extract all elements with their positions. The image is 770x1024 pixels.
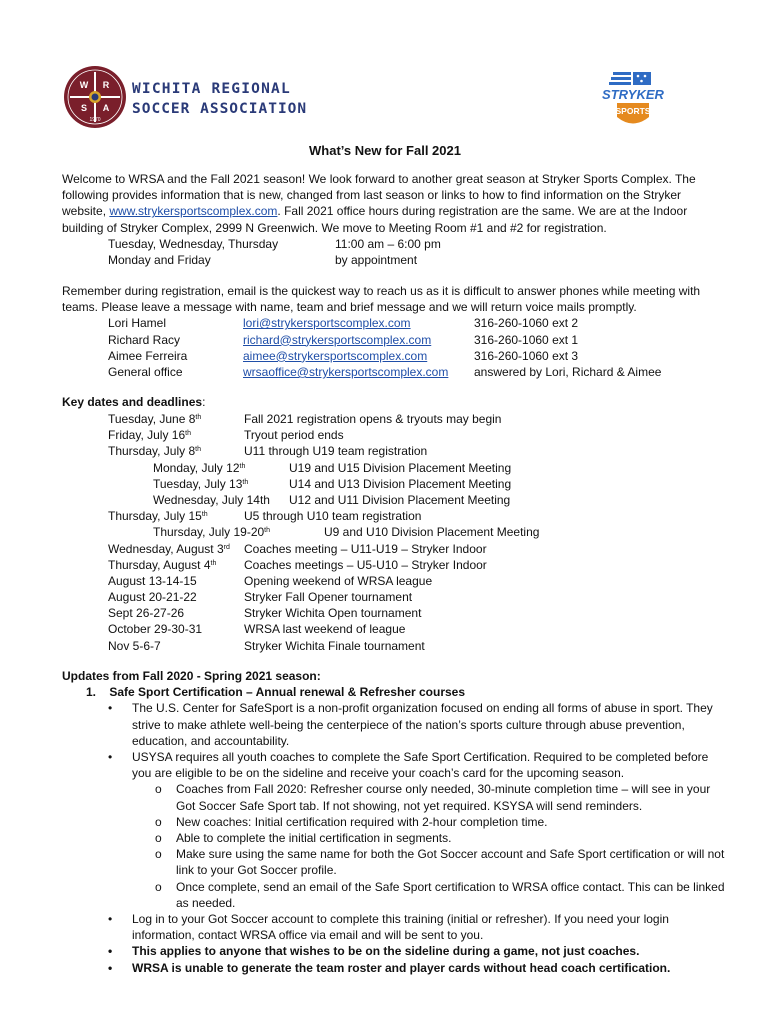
key-date-date <box>153 476 248 492</box>
sub-bullet-icon: o <box>155 879 162 894</box>
key-date-row <box>62 476 742 492</box>
key-date-event: U11 through U19 team registration <box>244 444 428 459</box>
key-dates-list <box>62 411 742 654</box>
office-hours-row <box>62 236 722 252</box>
bullet-icon: • <box>108 750 113 765</box>
key-date-event: Stryker Wichita Open tournament <box>244 606 422 621</box>
sub-bullet-item <box>62 830 727 846</box>
contact-row <box>62 332 722 348</box>
bullet-text: The U.S. Center for SafeSport is a non-profit organization focused on ending all forms of abuse in sport. They strive to make athlete well-being the centerpiece of the nation’s sports culture through abuse prevention, education, and accountability. <box>132 701 713 748</box>
contact-phone: 316-260-1060 ext 3 <box>474 348 579 363</box>
key-date-row <box>62 411 742 427</box>
emblem-letter-r: R <box>102 80 110 90</box>
key-date-date <box>108 621 202 637</box>
key-date-row <box>62 492 742 508</box>
office-hours-days: Monday and Friday <box>108 253 211 267</box>
key-date-event: Coaches meeting – U11-U19 – Stryker Indoor <box>244 541 487 556</box>
key-date-event: U9 and U10 Division Placement Meeting <box>324 525 540 540</box>
key-date-date <box>108 508 208 524</box>
sub-bullet-text: Coaches from Fall 2020: Refresher course only needed, 30-minute completion time – will see in your Got Soccer Safe Sport tab. If not showing, not yet required. KSYSA will send reminders. <box>176 782 711 813</box>
sub-bullet-text: New coaches: Initial certification required with 2-hour completion time. <box>176 814 548 829</box>
sub-bullet-item <box>62 879 727 911</box>
key-date-date-text: Thursday, July 19-20 <box>153 525 265 540</box>
stryker-logo <box>595 70 671 132</box>
key-date-date <box>108 605 184 621</box>
contact-email-link[interactable]: lori@strykersportscomplex.com <box>243 316 411 331</box>
key-date-date <box>153 460 245 476</box>
contact-name: Aimee Ferreira <box>108 348 188 363</box>
key-date-event: Opening weekend of WRSA league <box>244 573 433 588</box>
contacts-paragraph: Remember during registration, email is the quickest way to reach us as it is difficult to answer phones while meeting with teams. Please leave a message with name, team and brief message and we will return voice mails promptly. <box>62 284 701 315</box>
key-date-event: U12 and U11 Division Placement Meeting <box>289 492 511 507</box>
bullet-icon: • <box>108 912 113 927</box>
stryker-logo-line1: STRYKER <box>602 87 664 102</box>
updates-section <box>62 668 727 976</box>
key-date-date-text: Tuesday, July 13 <box>153 476 243 491</box>
key-date-suffix: th <box>195 414 202 421</box>
key-date-date <box>153 524 270 540</box>
contact-phone: answered by Lori, Richard & Aimee <box>474 364 662 379</box>
sub-bullet-icon: o <box>155 814 162 829</box>
key-date-event: U5 through U10 team registration <box>244 509 422 524</box>
bullet-text: This applies to anyone that wishes to be on the sideline during a game, not just coaches. <box>132 944 640 959</box>
key-date-date-text: Sept 26-27-26 <box>108 606 185 621</box>
key-date-suffix: th <box>195 446 201 454</box>
key-date-suffix: th <box>242 478 249 486</box>
key-date-row <box>62 573 742 589</box>
contact-email-link[interactable]: wrsaoffice@strykersportscomplex.com <box>243 364 449 379</box>
key-date-date-text: Nov 5-6-7 <box>108 638 161 653</box>
key-date-date-text: Tuesday, June 8 <box>108 412 196 426</box>
key-dates-heading-colon: : <box>202 395 206 409</box>
emblem-letter-a: A <box>102 103 110 113</box>
key-date-date-text: Monday, July 12 <box>153 460 240 475</box>
sub-bullet-text: Make sure using the same name for both the Got Soccer account and Safe Sport certification or will not link to your Got Soccer profile. <box>176 847 725 878</box>
item-title: Safe Sport Certification – Annual renewal & Refresher courses <box>109 685 466 700</box>
bullet-item <box>62 700 727 749</box>
contact-row <box>62 364 722 380</box>
intro-section <box>62 171 722 268</box>
sub-bullet-icon: o <box>155 847 162 862</box>
key-date-row <box>62 541 742 557</box>
key-date-date <box>108 557 216 573</box>
contacts-list <box>62 315 722 380</box>
bullet-icon: • <box>108 944 113 959</box>
bullet-item <box>62 943 727 959</box>
page-title: What’s New for Fall 2021 <box>309 143 461 158</box>
key-date-date-text: October 29-30-31 <box>108 622 203 637</box>
key-date-suffix: th <box>264 527 271 535</box>
emblem-letter-w: W <box>79 80 89 90</box>
wrsa-emblem <box>64 66 126 128</box>
key-date-row <box>62 524 742 540</box>
key-date-date <box>153 492 270 508</box>
bullet-text: Log in to your Got Soccer account to complete this training (initial or refresher). If you need your login information, contact WRSA office via email and will be sent to you. <box>132 912 669 943</box>
key-date-date-text: Thursday, July 15 <box>108 509 202 524</box>
sub-bullet-item <box>62 781 727 813</box>
key-date-event: Fall 2021 registration opens & tryouts may begin <box>244 412 502 426</box>
key-date-row <box>62 605 742 621</box>
key-date-event: WRSA last weekend of league <box>244 622 406 637</box>
office-hours-row <box>62 252 722 268</box>
updates-heading: Updates from Fall 2020 - Spring 2021 season: <box>62 669 321 683</box>
key-date-row <box>62 460 742 476</box>
stryker-flag-icon <box>609 72 651 85</box>
key-date-suffix: th <box>239 462 246 470</box>
wrsa-logo <box>62 63 308 131</box>
stryker-logo-line2: SPORTS <box>615 106 651 116</box>
intro-text-2: . Fall 2021 office hours during registration are the same. We are at the Indoor building of Stryker Complex, 2999 N Greenwich. We move to Meeting Room #1 and #2 for registration. <box>62 204 688 235</box>
contact-phone: 316-260-1060 ext 2 <box>474 316 579 331</box>
key-date-row <box>62 427 742 443</box>
key-date-date-text: August 20-21-22 <box>108 590 197 605</box>
intro-paragraph <box>62 171 722 236</box>
key-date-event: Tryout period ends <box>244 428 344 443</box>
key-date-event: Coaches meetings – U5-U10 – Stryker Indoor <box>244 557 487 572</box>
key-date-row <box>62 621 742 637</box>
key-date-suffix: th <box>201 511 208 519</box>
item-number: 1. <box>86 685 97 700</box>
sub-bullet-item <box>62 814 727 830</box>
contacts-section <box>62 283 722 380</box>
key-date-date <box>108 443 201 459</box>
key-date-date <box>108 411 201 427</box>
key-dates-heading <box>62 395 205 409</box>
contact-row <box>62 348 722 364</box>
contact-name: Lori Hamel <box>108 316 167 331</box>
key-date-event: U14 and U13 Division Placement Meeting <box>289 476 512 491</box>
office-hours-time: 11:00 am – 6:00 pm <box>335 236 441 251</box>
bullet-icon: • <box>108 960 113 975</box>
contact-phone: 316-260-1060 ext 1 <box>474 332 579 347</box>
key-date-event: Stryker Fall Opener tournament <box>244 590 413 605</box>
key-date-event: Stryker Wichita Finale tournament <box>244 638 425 653</box>
key-date-date-text: Thursday, July 8 <box>108 444 196 459</box>
stryker-website-link[interactable]: www.strykersportscomplex.com <box>109 204 278 219</box>
wrsa-logo-line2: SOCCER ASSOCIATION <box>132 101 308 117</box>
wrsa-logo-line1: WICHITA REGIONAL <box>132 81 291 97</box>
contact-name: Richard Racy <box>108 332 181 347</box>
key-date-date-text: Wednesday, August 3 <box>108 541 224 556</box>
contact-row <box>62 315 722 331</box>
sub-bullet-text: Once complete, send an email of the Safe Sport certification to WRSA office contact. This can be linked as needed. <box>176 879 725 910</box>
bullet-text: WRSA is unable to generate the team roster and player cards without head coach certification. <box>132 960 671 975</box>
key-date-date-text: August 13-14-15 <box>108 573 197 588</box>
key-date-suffix: th <box>185 430 191 438</box>
emblem-letter-s: S <box>80 103 88 113</box>
key-dates-heading-text: Key dates and deadlines <box>62 395 203 409</box>
key-date-date-text: Friday, July 16 <box>108 428 186 443</box>
intro-text-1: Welcome to WRSA and the Fall 2021 season! We look forward to another great season at Stryker Sports Complex. The following provides information that is new, changed from last season or links to how to find information on the Stryker website, <box>62 172 696 219</box>
office-hours-days: Tuesday, Wednesday, Thursday <box>108 236 279 251</box>
key-date-date <box>108 589 197 605</box>
sub-bullet-icon: o <box>155 831 162 846</box>
key-date-suffix: rd <box>223 543 230 551</box>
bullet-item <box>62 911 727 943</box>
bullet-item <box>62 749 727 781</box>
key-date-date-text: Thursday, August 4 <box>108 557 211 572</box>
key-date-suffix: th <box>210 559 217 567</box>
key-date-row <box>62 557 742 573</box>
sub-bullet-text: Able to complete the initial certification in segments. <box>176 831 452 846</box>
sub-bullet-icon: o <box>155 782 162 797</box>
emblem-year: 1970 <box>89 117 101 123</box>
sub-bullet-item <box>62 846 727 878</box>
bullet-icon: • <box>108 701 113 716</box>
key-date-date <box>108 573 197 589</box>
key-date-date <box>108 541 230 557</box>
key-date-row <box>62 443 742 459</box>
key-date-date <box>108 638 161 654</box>
key-date-date <box>108 427 191 443</box>
bullet-item <box>62 960 727 976</box>
updates-item-1 <box>62 684 727 700</box>
key-date-row <box>62 589 742 605</box>
contact-email-link[interactable]: aimee@strykersportscomplex.com <box>243 348 428 363</box>
office-hours-time: by appointment <box>335 253 418 267</box>
contact-email-link[interactable]: richard@strykersportscomplex.com <box>243 332 432 347</box>
key-date-row <box>62 638 742 654</box>
contact-name: General office <box>108 364 183 379</box>
key-date-date-text: Wednesday, July 14th <box>153 492 270 507</box>
key-date-row <box>62 508 742 524</box>
key-date-event: U19 and U15 Division Placement Meeting <box>289 460 512 475</box>
bullet-text: USYSA requires all youth coaches to complete the Safe Sport Certification. Required to be completed before you are eligible to be on the sideline and receive your coach’s card for the upcoming season. <box>132 750 709 781</box>
